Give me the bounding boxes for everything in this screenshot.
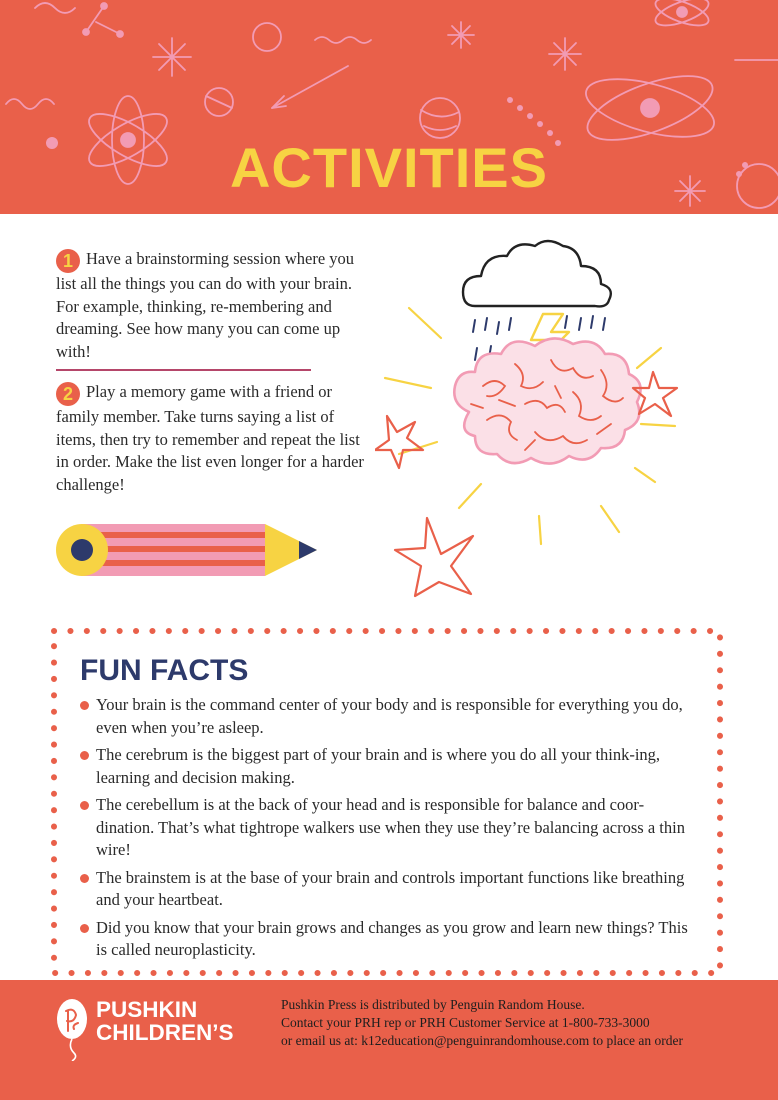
activity-number-badge: 2 xyxy=(56,382,80,406)
contact-line: or email us at: k12education@penguinrandomhouse.com to place an order xyxy=(281,1033,683,1048)
header-banner xyxy=(0,0,778,214)
brain-storm-illustration xyxy=(375,236,705,601)
balloon-logo-icon xyxy=(54,997,90,1061)
brain-icon xyxy=(454,338,640,463)
brand-line: CHILDREN’S xyxy=(96,1020,234,1045)
activity-text: Play a memory game with a friend or family member. Take turns saying a list of items, then try to remember and repeat the list in order. Make the list even longer for a harder challenge! xyxy=(56,382,364,494)
fun-facts-list xyxy=(80,694,700,967)
atom-icon xyxy=(652,0,711,31)
fact-text: The cerebellum is at the back of your head and is responsible for balance and coor-dination. That’s what tightrope walkers use when they use they’re balancing across a thin wire! xyxy=(96,795,685,859)
activity-item xyxy=(56,248,376,363)
planet-icon xyxy=(420,98,460,138)
contact-line: Pushkin Press is distributed by Penguin Random House. xyxy=(281,997,585,1012)
pencil-icon xyxy=(55,522,320,578)
contact-line: Contact your PRH rep or PRH Customer Service at 1-800-733-3000 xyxy=(281,1015,650,1030)
activity-divider xyxy=(56,369,311,371)
sparkle-icon xyxy=(153,38,191,76)
contact-info xyxy=(281,996,683,1050)
star-icon xyxy=(633,372,677,416)
activity-item xyxy=(56,381,376,496)
fact-text: Your brain is the command center of your body and is responsible for everything you do, even when you’re asleep. xyxy=(96,695,683,737)
bullet-dot xyxy=(80,874,89,883)
list-item xyxy=(80,794,700,862)
planet-icon xyxy=(205,88,233,116)
activity-text: Have a brainstorming session where you list all the things you can do with your brain. For example, thinking, re-membering and dreaming. See how many you can come up with! xyxy=(56,249,355,361)
fact-text: The brainstem is at the base of your brain and controls important functions like breathing and your heartbeat. xyxy=(96,867,685,909)
fun-facts-heading: FUN FACTS xyxy=(80,654,249,687)
bullet-dot xyxy=(80,701,89,710)
fact-text: Did you know that your brain grows and changes as you grow and learn new things? This is called neuroplasticity. xyxy=(96,917,688,959)
list-item xyxy=(80,744,700,789)
brand-name xyxy=(96,998,234,1044)
list-item xyxy=(80,917,700,962)
star-icon xyxy=(375,416,423,468)
bullet-dot xyxy=(80,801,89,810)
activity-number-badge: 1 xyxy=(56,249,80,273)
storm-cloud-icon xyxy=(463,241,611,306)
star-icon xyxy=(395,518,473,596)
bullet-dot xyxy=(80,751,89,760)
list-item xyxy=(80,867,700,912)
page-title: ACTIVITIES xyxy=(229,136,549,199)
bullet-dot xyxy=(80,924,89,933)
fact-text: The cerebrum is the biggest part of your brain and is where you do all your think-ing, learning and decision making. xyxy=(96,745,661,787)
list-item xyxy=(80,694,700,739)
brand-line: PUSHKIN xyxy=(96,997,198,1022)
sparkle-icon xyxy=(448,22,474,48)
sparkle-icon xyxy=(549,38,581,70)
